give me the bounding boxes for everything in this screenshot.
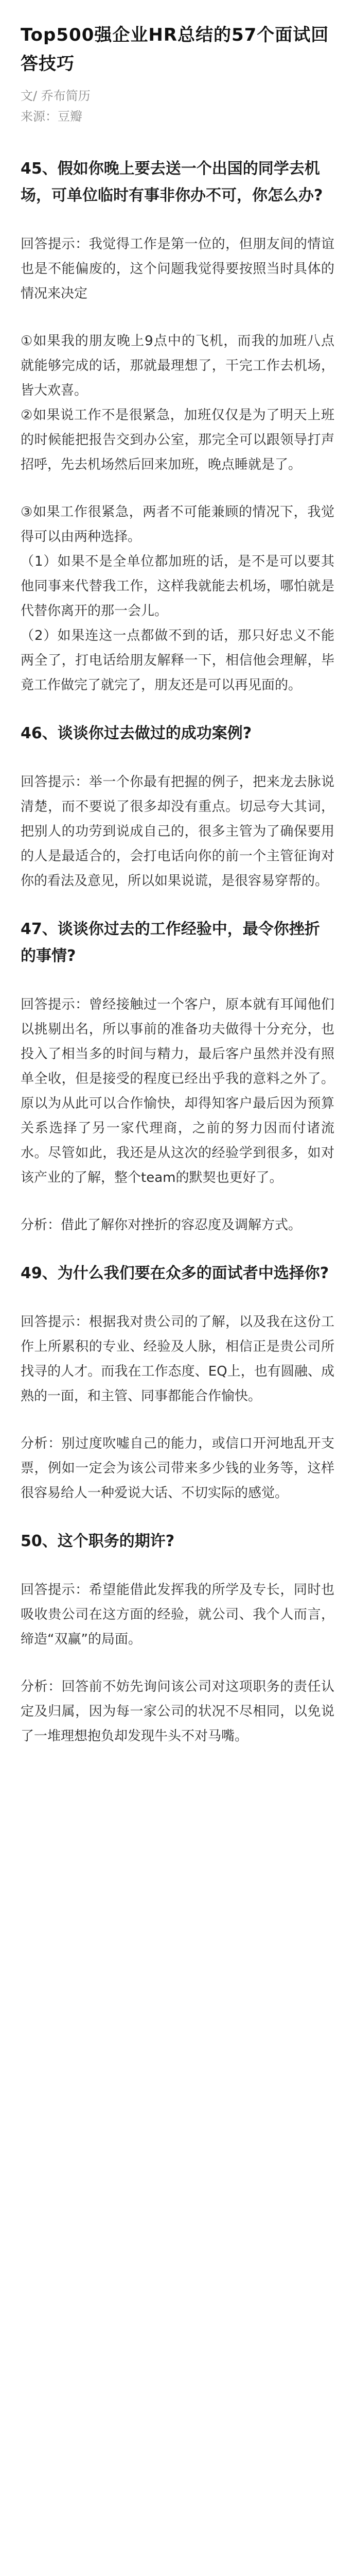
answer-paragraph: 回答提示：举一个你最有把握的例子，把来龙去脉说清楚，而不要说了很多却没有重点。切忌夸大其词，把别人的功劳到说成自己的，很多主管为了确保要用的人是最适合的，会打电话向你的前一个主管征询对你的看法及意见，所以如果说谎，是很容易穿帮的。 (21, 774, 334, 889)
answer-paragraph: ③如果工作很紧急，两者不可能兼顾的情况下，我觉得可以由两种选择。 (21, 504, 334, 545)
question-heading: 45、假如你晚上要去送一个出国的同学去机场，可单位临时有事非你办不可，你怎么办? (21, 160, 323, 205)
article-meta (21, 86, 334, 127)
answer-paragraph-group (21, 770, 334, 893)
answer-paragraph-group (21, 232, 334, 306)
answer-paragraph-group (21, 329, 334, 477)
question-heading: 47、谈谈你过去的工作经验中，最令你挫折的事情? (21, 920, 320, 965)
answer-paragraph-group (21, 992, 334, 1190)
question-heading: 46、谈谈你过去做过的成功案例? (21, 724, 252, 742)
question-heading: 50、这个职务的期许? (21, 1532, 175, 1550)
answer-paragraph: 分析：别过度吹嘘自己的能力，或信口开河地乱开支票，例如一定会为该公司带来多少钱的业务等，这样很容易给人一种爱说大话、不切实际的感觉。 (21, 1436, 334, 1501)
question-heading: 49、为什么我们要在众多的面试者中选择你? (21, 1264, 329, 1282)
qa-sections (21, 156, 334, 1749)
qa-section (21, 720, 334, 893)
source-line: 来源：豆瓣 (21, 109, 82, 124)
answer-paragraph: （1）如果不是全单位都加班的话，是不是可以要其他同事来代替我工作，这样我就能去机场，哪怕就是代替你离开的那一会儿。 (21, 554, 334, 619)
answer-paragraph-group (21, 1674, 334, 1749)
answer-paragraph-group (21, 1213, 334, 1238)
answer-paragraph: 回答提示：曾经接触过一个客户，原本就有耳闻他们以挑剔出名，所以事前的准备功夫做得十分充分，也投入了相当多的时间与精力，最后客户虽然并没有照单全收，但是接受的程度已经出乎我的意料之外了。原以为从此可以合作愉快，却得知客户最后因为预算关系选择了另一家代理商，之前的努力因而付诸流水。尽管如此，我还是从这次的经验学到很多，如对该产业的了解，整个team的默契也更好了。 (21, 997, 334, 1185)
answer-paragraph: 回答提示：我觉得工作是第一位的，但朋友间的情谊也是不能偏废的，这个问题我觉得要按照当时具体的情况来决定 (21, 236, 334, 301)
qa-section (21, 916, 334, 1238)
qa-section (21, 1528, 334, 1749)
answer-paragraph-group (21, 1310, 334, 1409)
answer-paragraph: ②如果说工作不是很紧急，加班仅仅是为了明天上班的时候能把报告交到办公室，那完全可以跟领导打声招呼，先去机场然后回来加班，晚点睡就是了。 (21, 408, 334, 472)
answer-paragraph: 回答提示：根据我对贵公司的了解，以及我在这份工作上所累积的专业、经验及人脉，相信正是贵公司所找寻的人才。而我在工作态度、EQ上，也有圆融、成熟的一面，和主管、同事都能合作愉快。 (21, 1314, 334, 1404)
answer-paragraph: 分析：借此了解你对挫折的容忍度及调解方式。 (21, 1217, 302, 1233)
author-line: 文/ 乔布简历 (21, 89, 91, 103)
qa-section (21, 1260, 334, 1505)
answer-paragraph: （2）如果连这一点都做不到的话，那只好忠义不能两全了，打电话给朋友解释一下，相信他会理解，毕竟工作做完了就完了，朋友还是可以再见面的。 (21, 628, 334, 693)
answer-paragraph-group (21, 500, 334, 698)
qa-section (21, 156, 334, 698)
answer-paragraph: 分析：回答前不妨先询问该公司对这项职务的责任认定及归属，因为每一家公司的状况不尽相同，以免说了一堆理想抱负却发现牛头不对马嘴。 (21, 1679, 334, 1744)
answer-paragraph: ①如果我的朋友晚上9点中的飞机，而我的加班八点就能够完成的话，那就最理想了，干完工作去机场，皆大欢喜。 (21, 333, 334, 398)
answer-paragraph: 回答提示：希望能借此发挥我的所学及专长，同时也吸收贵公司在这方面的经验，就公司、我个人而言，缔造“双赢”的局面。 (21, 1582, 334, 1647)
answer-paragraph-group (21, 1578, 334, 1652)
article-title: Top500强企业HR总结的57个面试回答技巧 (21, 25, 329, 74)
answer-paragraph-group (21, 1431, 334, 1505)
